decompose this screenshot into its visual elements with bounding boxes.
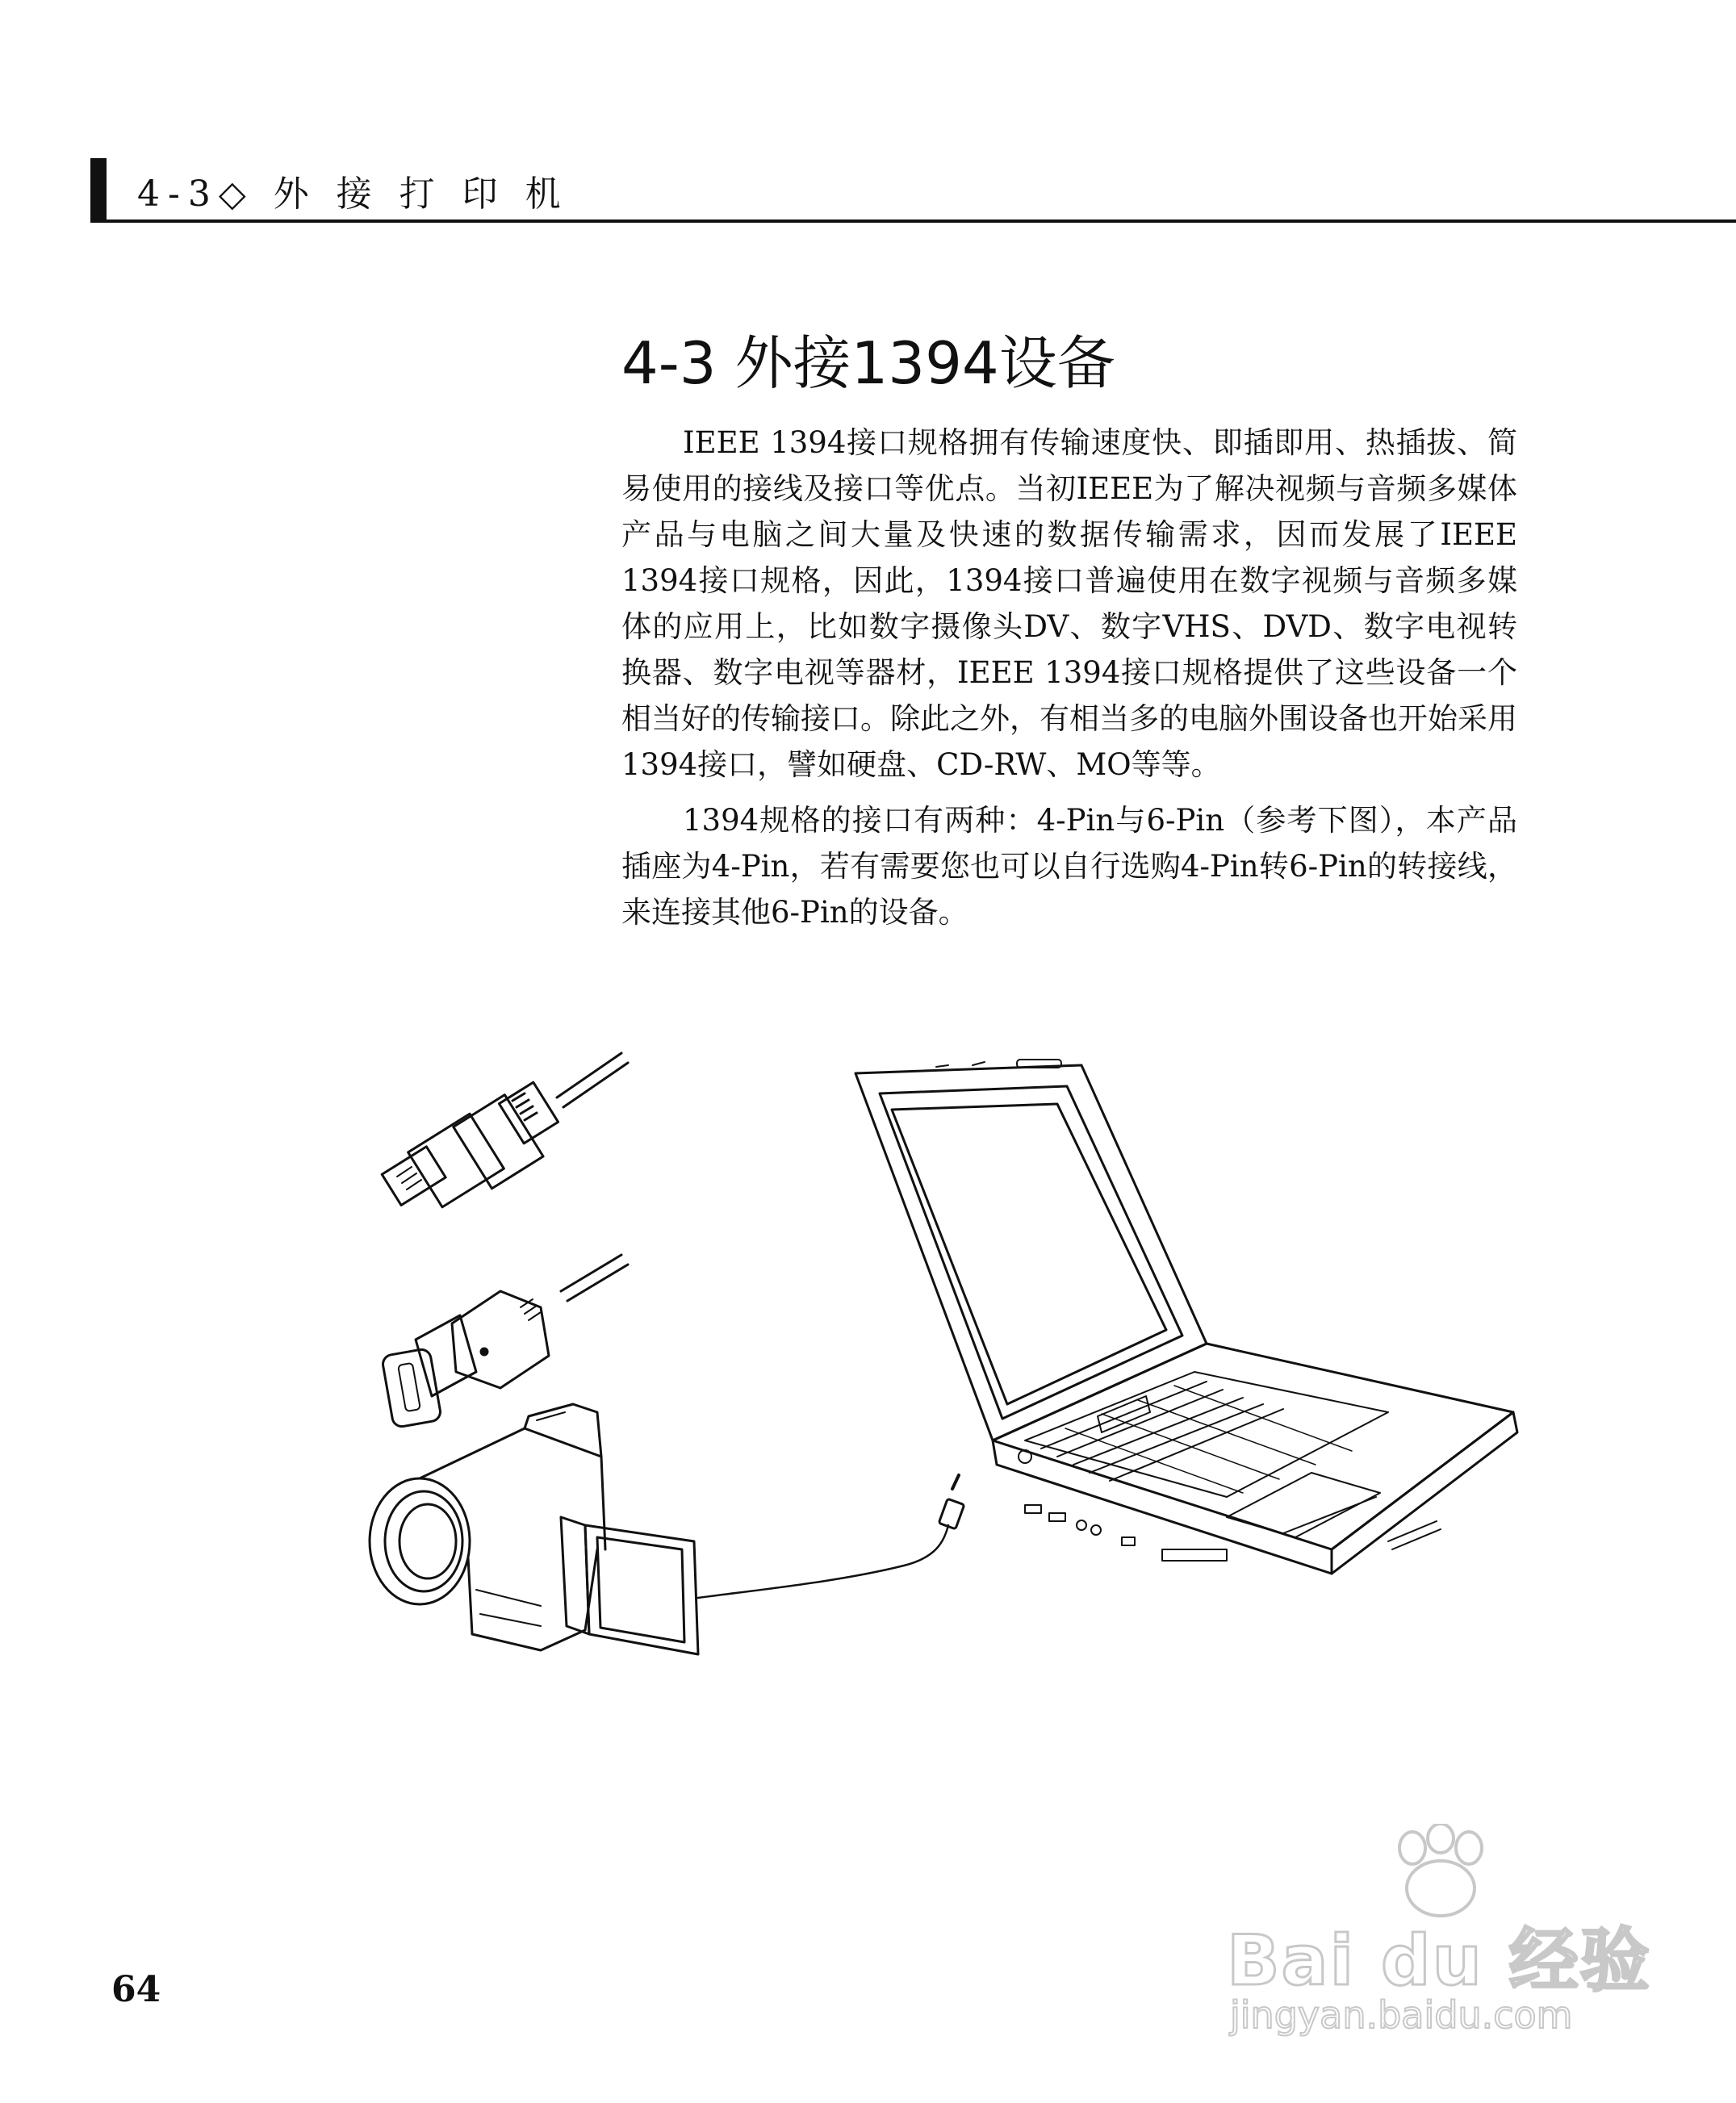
running-header bbox=[90, 158, 1736, 223]
watermark-site-text: jingyan.baidu.com bbox=[1230, 1993, 1573, 2037]
four-pin-connector-drawing bbox=[382, 1053, 628, 1207]
page-number: 64 bbox=[111, 1969, 161, 2010]
header-section-label: 4-3◇ 外 接 打 印 机 bbox=[137, 174, 569, 215]
connection-illustration bbox=[355, 1033, 1533, 1695]
body-text bbox=[621, 420, 1517, 945]
section-title: 4-3 外接1394设备 bbox=[621, 329, 1115, 397]
baidu-watermark bbox=[1227, 1824, 1651, 2066]
cable-plug-drawing bbox=[939, 1475, 964, 1529]
camcorder-drawing bbox=[370, 1404, 698, 1654]
paragraph-intro: IEEE 1394接口规格拥有传输速度快、即插即用、热插拔、简易使用的接线及接口等优点。当初IEEE为了解决视频与音频多媒体产品与电脑之间大量及快速的数据传输需求，因而发展了IEEE 1394接口规格，因此，1394接口普遍使用在数字视频与音频多媒体的应用上，比如数字摄像头DV、数字VHS、DVD、数字电视转换器、数字电视等器材，IEEE 1394接口规格提供了这些设备一个相当好的传输接口。除此之外，有相当多的电脑外围设备也开始采用1394接口，譬如硬盘、CD-RW、MO等等。 bbox=[621, 425, 1517, 782]
paragraph-pin-types: 1394规格的接口有两种：4-Pin与6-Pin（参考下图），本产品插座为4-Pin，若有需要您也可以自行选购4-Pin转6-Pin的转接线，来连接其他6-Pin的设备。 bbox=[621, 803, 1517, 930]
header-rule bbox=[90, 219, 1736, 223]
laptop-drawing bbox=[855, 1060, 1517, 1574]
header-bar bbox=[90, 158, 107, 223]
watermark-logo-text: Bai du 经验 bbox=[1227, 1921, 1651, 2001]
firewire-cable bbox=[698, 1525, 948, 1598]
six-pin-connector-drawing bbox=[382, 1255, 628, 1428]
